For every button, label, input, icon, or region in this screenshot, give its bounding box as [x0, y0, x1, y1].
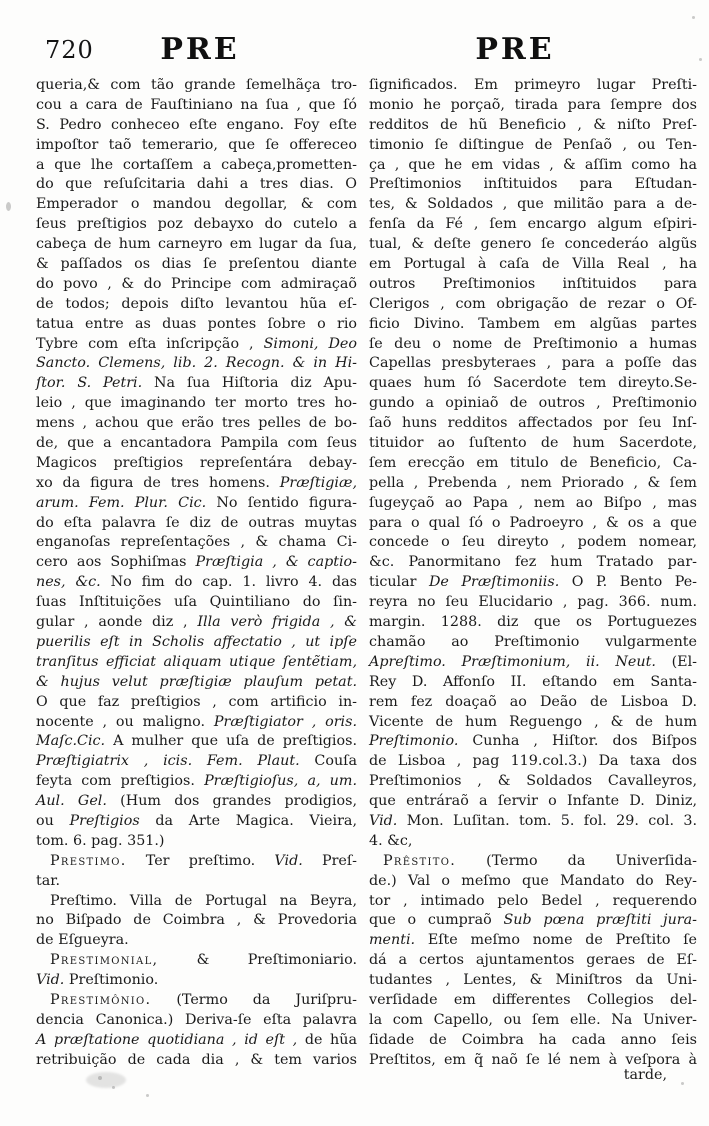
italic-text: Sancto. Clemens, lib. 2. Recogn. & in Hi-: [36, 355, 357, 372]
text-line: [369, 971, 697, 991]
text-line: [369, 533, 697, 553]
roman-text: tes, & Soldados , que militão para a de-: [369, 196, 697, 213]
roman-text: redditos de hũ Beneficio , & niſto Preſ-: [369, 116, 697, 133]
text-line: [369, 931, 697, 951]
roman-text: tudantes , Lentes, & Miniſtros da Uni-: [369, 972, 697, 989]
roman-text: Preſtimonio.: [64, 972, 159, 989]
roman-text: cero aos Sophiſmas: [36, 554, 196, 571]
text-line: [369, 832, 697, 852]
text-line: [36, 494, 357, 514]
text-line: [369, 673, 697, 693]
text-line: [36, 951, 357, 971]
text-line: [36, 1031, 357, 1051]
roman-text: (Hum dos grandes prodigios,: [106, 793, 357, 810]
roman-text: cabeça de hum carneyro em lugar da ſua,: [36, 236, 357, 253]
italic-text: Apreſtimo. Præſtimonium, ii. Neut.: [369, 653, 656, 670]
text-line: [369, 275, 697, 295]
roman-text: de, que a encantadora Pampila com ſeus: [36, 435, 357, 452]
text-line: [369, 1031, 697, 1051]
text-line: [369, 156, 697, 176]
catchword: tarde,: [623, 1067, 667, 1083]
text-line: [369, 295, 697, 315]
running-header-right: PRE: [475, 32, 555, 67]
roman-text: ticular: [369, 574, 429, 591]
italic-text: Sub pœna præſtiti jura-: [503, 912, 697, 929]
roman-text: dá a certos ajuntamentos geraes de Eſ-: [369, 952, 697, 969]
text-line: [369, 494, 697, 514]
roman-text: la com Capello, ou ſem elle. Na Univer-: [369, 1011, 697, 1028]
roman-text: No ſentido figura-: [206, 494, 357, 511]
roman-text: Preſtimonios , & Soldados Cavalleyros,: [369, 773, 697, 790]
italic-text: Simoni, Deo: [263, 335, 358, 352]
text-line: [36, 772, 357, 792]
text-line: [36, 693, 357, 713]
italic-text: Illa verò frigida , &: [197, 614, 358, 631]
roman-text: verſidade em differentes Collegios del-: [369, 991, 697, 1008]
italic-text: A præſtatione quotidiana , id eſt ,: [36, 1031, 298, 1048]
text-line: [36, 354, 357, 374]
text-line: [369, 96, 697, 116]
text-line: [36, 613, 357, 633]
text-line: [36, 812, 357, 832]
roman-text: queria,& com tão grande ſemelhãça tro-: [36, 77, 357, 93]
text-line: [36, 474, 357, 494]
text-line: [369, 374, 697, 394]
roman-text: ça , que he em vidas , & aſſim como ha: [369, 156, 697, 173]
text-line: [36, 911, 357, 931]
roman-text: ſidade de Coimbra ha cada anno ſeis: [369, 1031, 697, 1048]
text-line: [36, 374, 357, 394]
italic-text: tranſitus efficiat aliquam utique ſentẽtiam,: [36, 653, 357, 670]
text-line: [36, 931, 357, 951]
text-line: [369, 315, 697, 335]
roman-text: Capellas presbyteraes , para a poſſe das: [369, 355, 697, 372]
roman-text: mens , achou que erão tres pelles de bo-: [36, 415, 357, 432]
text-line: [369, 772, 697, 792]
text-line: [369, 175, 697, 195]
text-line: [36, 96, 357, 116]
italic-text: Præſtigioſus, a, um.: [204, 773, 357, 790]
text-line: [36, 195, 357, 215]
text-line: [36, 553, 357, 573]
scan-speck: [681, 1082, 684, 1085]
roman-text: tar.: [36, 872, 61, 889]
text-line: [36, 394, 357, 414]
italic-text: Preſtimonio.: [369, 733, 459, 750]
text-line: [369, 116, 697, 136]
roman-text: concede o ſeu direyto , podem nomear,: [369, 534, 697, 551]
roman-text: Emperador o mandou degollar, & com: [36, 196, 357, 213]
roman-text: rem fez doaçaõ ao Deão de Lisboa D.: [369, 693, 697, 710]
text-line: [369, 593, 697, 613]
text-line: [36, 215, 357, 235]
text-line: [369, 454, 697, 474]
roman-text: leio , que imaginando ter morto tres ho-: [36, 395, 357, 412]
roman-text: Preſtitos, em q̃ naõ ſe lé nem à veſpora à: [369, 1051, 697, 1068]
roman-text: que entráraõ a ſervir o Infante D. Diniz,: [369, 793, 697, 810]
roman-text: fenſa da Fé , ſem encargo algum eſpiri-: [369, 216, 697, 233]
roman-text: de Lisboa , pag 119.col.3.) Da taxa dos: [369, 753, 697, 770]
roman-text: Preſ-: [302, 852, 357, 869]
text-line: [36, 335, 357, 355]
scan-speck: [146, 1094, 149, 1097]
roman-text: do eſta palavra ſe diz de outras muytas: [36, 514, 357, 531]
roman-text: ou: [36, 812, 70, 829]
text-line: [369, 633, 697, 653]
roman-text: A mulher que uſa de preſtigios.: [105, 733, 357, 750]
roman-text: gundo a opiniaõ de outros , Preſtimonio: [369, 395, 697, 412]
roman-text: O que faz preſtigios , com artificio in-: [36, 693, 357, 710]
text-line: [36, 76, 357, 96]
roman-text: a que lhe cortaſſem a cabeça,prometten-: [36, 156, 357, 173]
text-line: [369, 812, 697, 832]
text-line: [36, 633, 357, 653]
scan-smudge: [86, 1072, 126, 1088]
roman-text: (El-: [655, 653, 697, 670]
italic-text: Præſtigiæ,: [279, 474, 357, 491]
text-line: [369, 394, 697, 414]
text-line: [369, 693, 697, 713]
roman-text: de.) Val o meſmo que Mandato do Rey-: [369, 872, 697, 889]
roman-text: O P. Bento Pe-: [559, 574, 697, 591]
roman-text: Ter preſtimo.: [126, 852, 275, 869]
italic-text: ſtor. S. Petri.: [36, 375, 143, 392]
text-line: [369, 613, 697, 633]
roman-text: & Preſtimoniario.: [158, 952, 357, 969]
roman-text: chamão ao Preſtimonio vulgarmente: [369, 633, 697, 650]
italic-text: Vid.: [36, 972, 65, 989]
italic-text: Præſtigia , & captio-: [195, 554, 357, 571]
text-line: [36, 414, 357, 434]
text-line: [36, 315, 357, 335]
roman-text: Preſtimonios inſtituidos para Eſtudan-: [369, 176, 697, 193]
roman-text: Eſte meſmo nome de Preſtito ſe: [415, 932, 697, 949]
roman-text: do povo , & do Principe com admiraçaõ: [36, 275, 357, 292]
text-line: [369, 653, 697, 673]
roman-text: &c. Panormitano fez hum Tratado par-: [369, 554, 697, 571]
text-line: [369, 215, 697, 235]
roman-text: quaes hum ſó Sacerdote tem direyto.Se-: [369, 375, 697, 392]
roman-text: 4. &c,: [369, 832, 413, 849]
text-line: [36, 514, 357, 534]
roman-text: Mon. Luſitan. tom. 5. fol. 29. col. 3.: [397, 812, 697, 829]
text-line: [36, 1051, 357, 1071]
roman-text: ſignificados. Em primeyro lugar Preſti-: [369, 77, 697, 93]
roman-text: impoſtor taõ temerario, que ſe offereceo: [36, 136, 357, 153]
roman-text: cou a cara de Fauſtiniano na ſua , que ſó: [36, 96, 357, 113]
italic-text: Preſtigios: [69, 812, 140, 829]
roman-text: gular , aonde diz ,: [36, 614, 198, 631]
roman-text: Vicente de hum Reguengo , & de hum: [369, 713, 697, 730]
text-line: [369, 514, 697, 534]
text-line: [36, 116, 357, 136]
text-line: [36, 235, 357, 255]
text-line: [36, 136, 357, 156]
text-line: [369, 335, 697, 355]
text-line: [36, 832, 357, 852]
roman-text: tom. 6. pag. 351.): [36, 832, 165, 849]
roman-text: Couſa: [299, 753, 357, 770]
text-line: [369, 255, 697, 275]
roman-text: para o qual ſó o Padroeyro , & os a que: [369, 514, 697, 531]
roman-text: ſuas Inſtituições uſa Quintiliano do ſin-: [36, 594, 357, 611]
roman-text: ficio Divino. Tambem em algũas partes: [369, 315, 697, 332]
roman-text: (Termo da Juriſpru-: [151, 991, 357, 1008]
roman-text: & paſſados os dias ſe preſentou diante: [36, 256, 357, 273]
roman-text: Preſtimo. Villa de Portugal na Beyra,: [50, 892, 357, 909]
headword-smallcaps: Prestimônio.: [50, 991, 152, 1008]
text-line: [369, 553, 697, 573]
text-line: [36, 175, 357, 195]
text-line: [36, 533, 357, 553]
roman-text: nocente , ou maligno.: [36, 713, 214, 730]
text-line: [36, 593, 357, 613]
roman-text: retribuição de cada dia , & tem varios: [36, 1051, 357, 1068]
scan-speck: [112, 1086, 115, 1089]
text-line: [369, 713, 697, 733]
italic-text: Vid.: [274, 852, 303, 869]
scan-speck: [692, 16, 695, 19]
roman-text: enganoſas repreſentações , & chama Ci-: [36, 534, 357, 551]
roman-text: de hũa: [297, 1031, 357, 1048]
text-line: [369, 76, 697, 96]
text-line: [36, 255, 357, 275]
roman-text: que o cumpraõ: [369, 912, 504, 929]
text-line: [369, 752, 697, 772]
text-column-left: [36, 76, 357, 1071]
text-line: [369, 235, 697, 255]
italic-text: Præſtigiator , oris.: [213, 713, 357, 730]
roman-text: monio he porçaõ, tirada para ſempre dos: [369, 96, 697, 113]
italic-text: puerilis eſt in Scholis affectatio , ut ipſe: [36, 633, 357, 650]
text-line: [369, 951, 697, 971]
roman-text: do que reſuſcitaria dahi a tres dias. O: [36, 176, 357, 193]
roman-text: S. Pedro conheceo eſte engano. Foy eſte: [36, 116, 357, 133]
roman-text: feyta com preſtigios.: [36, 773, 205, 790]
roman-text: tituidor ao ſuſtento de hum Sacerdote,: [369, 435, 697, 452]
italic-text: Præſtigiatrix , icis. Fem. Plaut.: [36, 753, 300, 770]
roman-text: de Eſgueyra.: [36, 932, 129, 949]
text-line: [369, 732, 697, 752]
roman-text: Na ſua Hiſtoria diz Apu-: [142, 375, 357, 392]
roman-text: margin. 1288. diz que os Portuguezes: [369, 614, 697, 631]
roman-text: no Biſpado de Coimbra , & Provedoria: [36, 912, 357, 929]
text-line: [36, 732, 357, 752]
text-line: [369, 474, 697, 494]
roman-text: Magicos preſtigios repreſentára debay-: [36, 454, 357, 471]
text-line: [36, 454, 357, 474]
roman-text: dencia Canonica.) Deriva-ſe eſta palavra: [36, 1011, 357, 1028]
text-column-right: [369, 76, 697, 1071]
italic-text: nes, &c.: [36, 574, 101, 591]
roman-text: ſem erecção em titulo de Beneficio, Ca-: [369, 454, 697, 471]
text-line: [36, 434, 357, 454]
roman-text: xo da figura de tres homens.: [36, 474, 280, 491]
roman-text: tor , intimado pelo Bedel , requerendo: [369, 892, 697, 909]
text-line: [369, 354, 697, 374]
roman-text: em Portugal à caſa de Villa Real , ha: [369, 256, 697, 273]
italic-text: & hujus velut præſtigiæ plauſum petat.: [36, 673, 357, 690]
roman-text: de todos; depois diſto levantou hũa eſ-: [36, 295, 357, 312]
text-line: [36, 653, 357, 673]
text-line: [369, 852, 697, 872]
roman-text: timonio ſe diſtingue de Penſaõ , ou Ten-: [369, 136, 697, 153]
roman-text: Rey D. Affonſo II. eſtando em Santa-: [369, 673, 697, 690]
roman-text: reyra no ſeu Elucidario , pag. 366. num.: [369, 594, 697, 611]
roman-text: ſaõ huns redditos affectados por ſeu Inſ-: [369, 415, 697, 432]
text-line: [369, 892, 697, 912]
italic-text: Maſc.Cic.: [36, 733, 106, 750]
headword-smallcaps: Prêstito.: [383, 852, 457, 869]
page-number: 720: [45, 36, 94, 64]
text-line: [36, 971, 357, 991]
headword-smallcaps: Prestimo.: [50, 852, 127, 869]
text-line: [369, 195, 697, 215]
roman-text: pella , Prebenda , nem Priorado , & ſem: [369, 474, 697, 491]
roman-text: ſeus preſtigios poz debayxo do cutelo a: [36, 216, 357, 233]
text-line: [36, 1011, 357, 1031]
text-line: [36, 573, 357, 593]
roman-text: (Termo da Univerſida-: [456, 852, 697, 869]
text-line: [36, 295, 357, 315]
italic-text: menti.: [369, 932, 416, 949]
text-line: [369, 872, 697, 892]
scan-speck: [6, 202, 11, 211]
text-line: [369, 573, 697, 593]
text-line: [36, 713, 357, 733]
text-line: [36, 892, 357, 912]
text-line: [369, 414, 697, 434]
text-line: [369, 434, 697, 454]
roman-text: tual, & deſte genero ſe concederáo algũs: [369, 236, 697, 253]
text-line: [36, 991, 357, 1011]
text-line: [369, 991, 697, 1011]
italic-text: De Præſtimoniis.: [428, 574, 560, 591]
text-line: [369, 136, 697, 156]
text-line: [36, 852, 357, 872]
headword-smallcaps: Prestimonial,: [50, 952, 159, 969]
text-line: [36, 673, 357, 693]
italic-text: Aul. Gel.: [36, 793, 107, 810]
text-line: [369, 792, 697, 812]
text-line: [369, 911, 697, 931]
italic-text: arum. Fem. Plur. Cic.: [36, 494, 207, 511]
roman-text: No fim do cap. 1. livro 4. das: [100, 574, 357, 591]
text-line: [36, 872, 357, 892]
roman-text: outros Preſtimonios inſtituidos para: [369, 275, 697, 292]
roman-text: Cunha , Hiſtor. dos Biſpos: [458, 733, 697, 750]
roman-text: da Arte Magica. Vieira,: [139, 812, 357, 829]
italic-text: Vid.: [369, 812, 398, 829]
text-line: [36, 275, 357, 295]
roman-text: ſe deu o nome de Preſtimonio a humas: [369, 335, 697, 352]
roman-text: Tybre com eſta inſcripção ,: [36, 335, 264, 352]
text-line: [369, 1011, 697, 1031]
text-line: [36, 792, 357, 812]
text-line: [36, 156, 357, 176]
scan-speck: [699, 58, 702, 61]
text-line: [36, 752, 357, 772]
roman-text: tatua entre as duas pontes ſobre o rio: [36, 315, 357, 332]
running-header-left: PRE: [160, 32, 240, 67]
roman-text: Clerigos , com obrigação de rezar o Of-: [369, 295, 697, 312]
roman-text: ſugeyçaõ ao Papa , nem ao Biſpo , mas: [369, 494, 697, 511]
scan-speck: [98, 1076, 102, 1080]
